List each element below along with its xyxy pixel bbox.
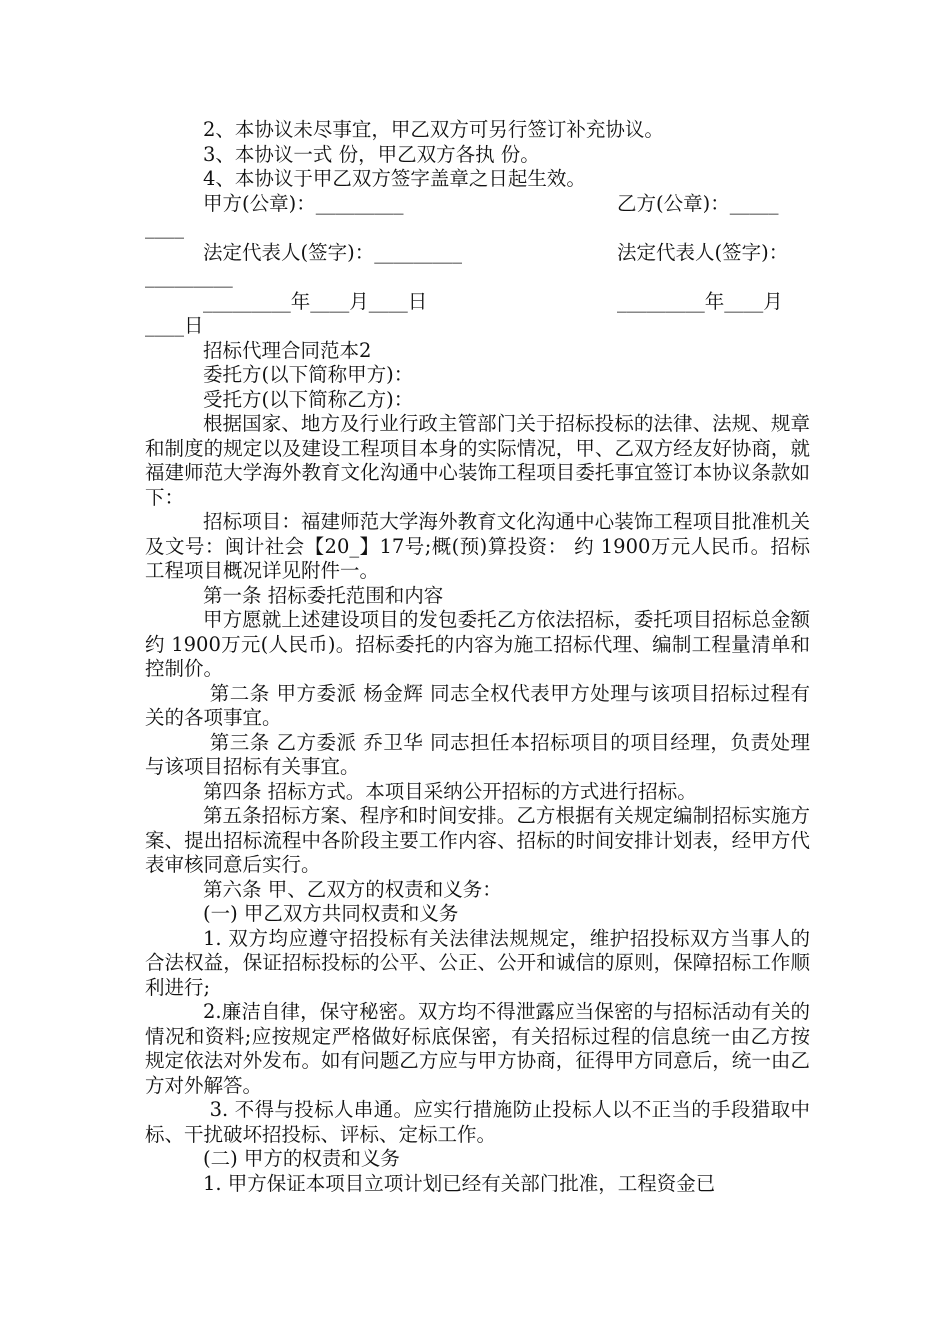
client-party: 委托方(以下简称甲方)： (203, 363, 414, 386)
section-1-title: (一) 甲乙双方共同权责和义务 (203, 902, 459, 925)
seal-row (145, 192, 810, 217)
preamble: 根据国家、地方及行业行政主管部门关于招标投标的法律、法规、规章和制度的规定以及建设工程项目本身的实际情况，甲、乙双方经友好协商，就福建师范大学海外教育文化沟通中心装饰工程项目委托事宜签订本协议条款如下： (145, 412, 810, 509)
section-2-item-1: 1. 甲方保证本项目立项计划已经有关部门批准，工程资金已 (203, 1171, 716, 1195)
section-1-item-1: 1. 双方均应遵守招投标有关法律法规规定，维护招投标双方当事人的合法权益，保证招标投标的公平、公正、公开和诚信的原则，保障招标工作顺利进行; (145, 926, 810, 999)
article-1-title: 第一条 招标委托范围和内容 (203, 583, 444, 607)
party-b-representative: 法定代表人(签字)： (617, 240, 789, 264)
party-b-date-continued: ____日 (145, 314, 204, 337)
article-6-title: 第六条 甲、乙双方的权责和义务： (203, 877, 502, 901)
article-1-body: 甲方愿就上述建设项目的发包委托乙方依法招标，委托项目招标总金额约 1900万元(人民币)。招标委托的内容为施工招标代理、编制工程量清单和控制价。 (145, 608, 810, 680)
closing-item-4: 4、本协议于甲乙双方签字盖章之日起生效。 (203, 167, 586, 190)
party-a-representative: 法定代表人(签字)：_________ (203, 240, 462, 264)
closing-item-2: 2、本协议未尽事宜，甲乙双方可另行签订补充协议。 (203, 118, 664, 141)
section-1-item-2: 2.廉洁自律，保守秘密。双方均不得泄露应当保密的与招标活动有关的情况和资料;应按规定严格做好标底保密，有关招标过程的信息统一由乙方按规定依法对外发布。如有问题乙方应与甲方协商，征得甲方同意后，统一由乙方对外解答。 (145, 1000, 810, 1097)
party-b-seal-continued: ____ (145, 216, 184, 239)
party-a-date: _________年____月____日 (203, 289, 428, 313)
party-a-seal: 甲方(公章)：_________ (203, 191, 404, 215)
section-1-item-3: 3. 不得与投标人串通。应实行措施防止投标人以不正当的手段猎取中标、干扰破坏招投标、评标、定标工作。 (145, 1098, 811, 1146)
document-page (145, 118, 810, 1196)
agent-party: 受托方(以下简称乙方)： (203, 387, 414, 411)
article-5: 第五条招标方案、程序和时间安排。乙方根据有关规定编制招标实施方案、提出招标流程中各阶段主要工作内容、招标的时间安排计划表，经甲方代表审核同意后实行。 (145, 804, 810, 876)
representative-row (145, 241, 810, 266)
article-3: 第三条 乙方委派 乔卫华 同志担任本招标项目的项目经理，负责处理与该项目招标有关事宜。 (145, 730, 810, 778)
section-2-title: (二) 甲方的权责和义务 (203, 1147, 400, 1170)
party-b-date: _________年____月 (617, 289, 783, 313)
project-info: 招标项目：福建师范大学海外教育文化沟通中心装饰工程项目批准机关及文号：闽计社会【20_】17号;概(预)算投资： 约 1900万元人民币。招标工程项目概况详见附件一。 (145, 510, 810, 582)
article-4: 第四条 招标方式。本项目采纳公开招标的方式进行招标。 (203, 779, 697, 803)
closing-item-3: 3、本协议一式 份，甲乙双方各执 份。 (203, 142, 540, 166)
party-b-representative-continued: _________ (145, 265, 233, 288)
party-b-seal: 乙方(公章)：_____ (617, 191, 779, 215)
date-row (145, 290, 810, 315)
contract-title: 招标代理合同范本2 (203, 338, 372, 362)
article-2: 第二条 甲方委派 杨金辉 同志全权代表甲方处理与该项目招标过程有关的各项事宜。 (145, 681, 810, 729)
